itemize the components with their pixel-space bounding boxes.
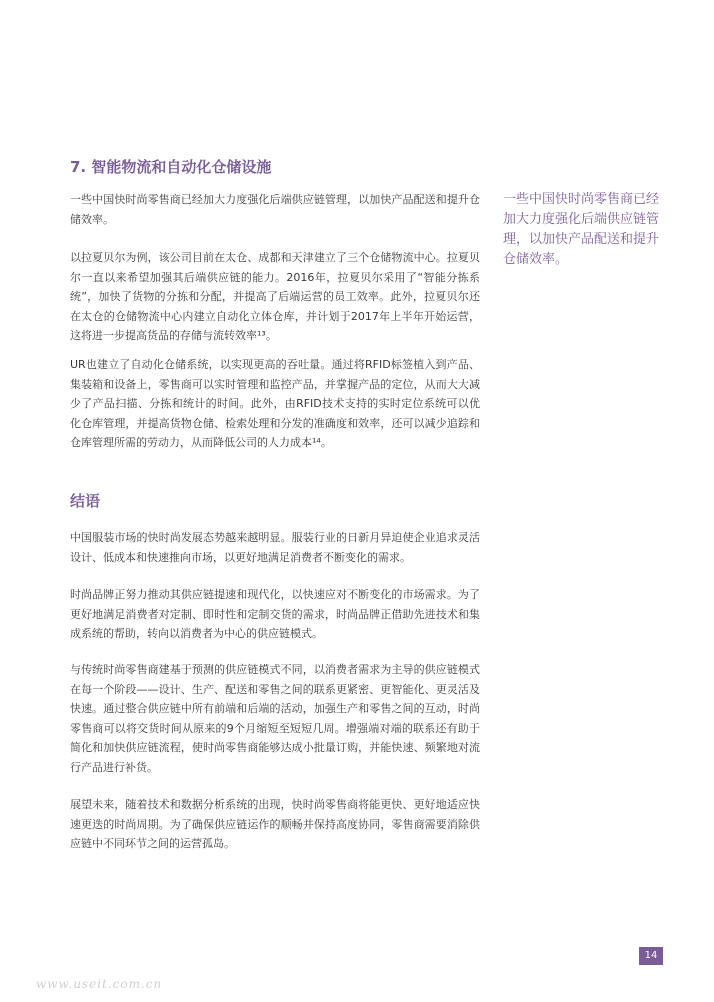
conclusion-paragraph-3: 与传统时尚零售商建基于预测的供应链模式不同，以消费者需求为主导的供应链模式在每一个阶段——设计、生产、配送和零售之间的联系更紧密、更智能化、更灵活及快速。通过整合供应链中所有前端和后端的活动，加强生产和零售之间的互动，时尚零售商可以将交货时间从原来的9个月缩短至短短几周。增强端对端的联系还有助于简化和加快供应链流程，使时尚零售商能够达成小批量订购，并能快速、频繁地对流行产品进行补货。 [70, 663, 480, 774]
conclusion-paragraph-4: 展望未来，随着技术和数据分析系统的出现，快时尚零售商将能更快、更好地适应快速更迭的时尚周期。为了确保供应链运作的顺畅并保持高度协同，零售商需要消除供应链中不同环节之间的运营孤岛。 [70, 798, 480, 850]
conclusion-paragraph-1: 中国服装市场的快时尚发展态势越来越明显。服装行业的日新月异迫使企业追求灵活设计、低成本和快速推向市场，以更好地满足消费者不断变化的需求。 [70, 531, 480, 564]
section-7-paragraph-2: 以拉夏贝尔为例，该公司目前在太仓、成都和天津建立了三个仓储物流中心。拉夏贝尔一直以来希望加强其后端供应链的能力。2016年，拉夏贝尔采用了“智能分拣系统”，加快了货物的分拣和分配，并提高了后端运营的员工效率。此外，拉夏贝尔还在太仓的仓储物流中心内建立自动化立体仓库，并计划于2017年上半年开始运营，这将进一步提高货品的存储与流转效率¹³。 [70, 251, 480, 342]
page-number: 14 [639, 947, 663, 965]
section-7-paragraph-3: UR也建立了自动化仓储系统，以实现更高的吞吐量。通过将RFID标签植入到产品、集装箱和设备上，零售商可以实时管理和监控产品，并掌握产品的定位，从而大大减少了产品扫描、分拣和统计的时间。此外，由RFID技术支持的实时定位系统可以优化仓库管理，并提高货物仓储、检索处理和分发的准确度和效率，还可以减少追踪和仓库管理所需的劳动力，从而降低公司的人力成本¹⁴。 [70, 358, 480, 449]
conclusion-heading: 结语 [70, 492, 101, 510]
pull-quote: 一些中国快时尚零售商已经加大力度强化后端供应链管理，以加快产品配送和提升仓储效率。 [503, 192, 660, 267]
watermark: www.useit.com.cn [36, 977, 163, 991]
section-7-heading: 7. 智能物流和自动化仓储设施 [70, 158, 272, 176]
conclusion-paragraph-2: 时尚品牌正努力推动其供应链提速和现代化，以快速应对不断变化的市场需求。为了更好地满足消费者对定制、即时性和定制交货的需求，时尚品牌正借助先进技术和集成系统的帮助，转向以消费者为中心的供应链模式。 [70, 588, 480, 640]
section-7-paragraph-1: 一些中国快时尚零售商已经加大力度强化后端供应链管理，以加快产品配送和提升仓储效率。 [70, 193, 480, 226]
